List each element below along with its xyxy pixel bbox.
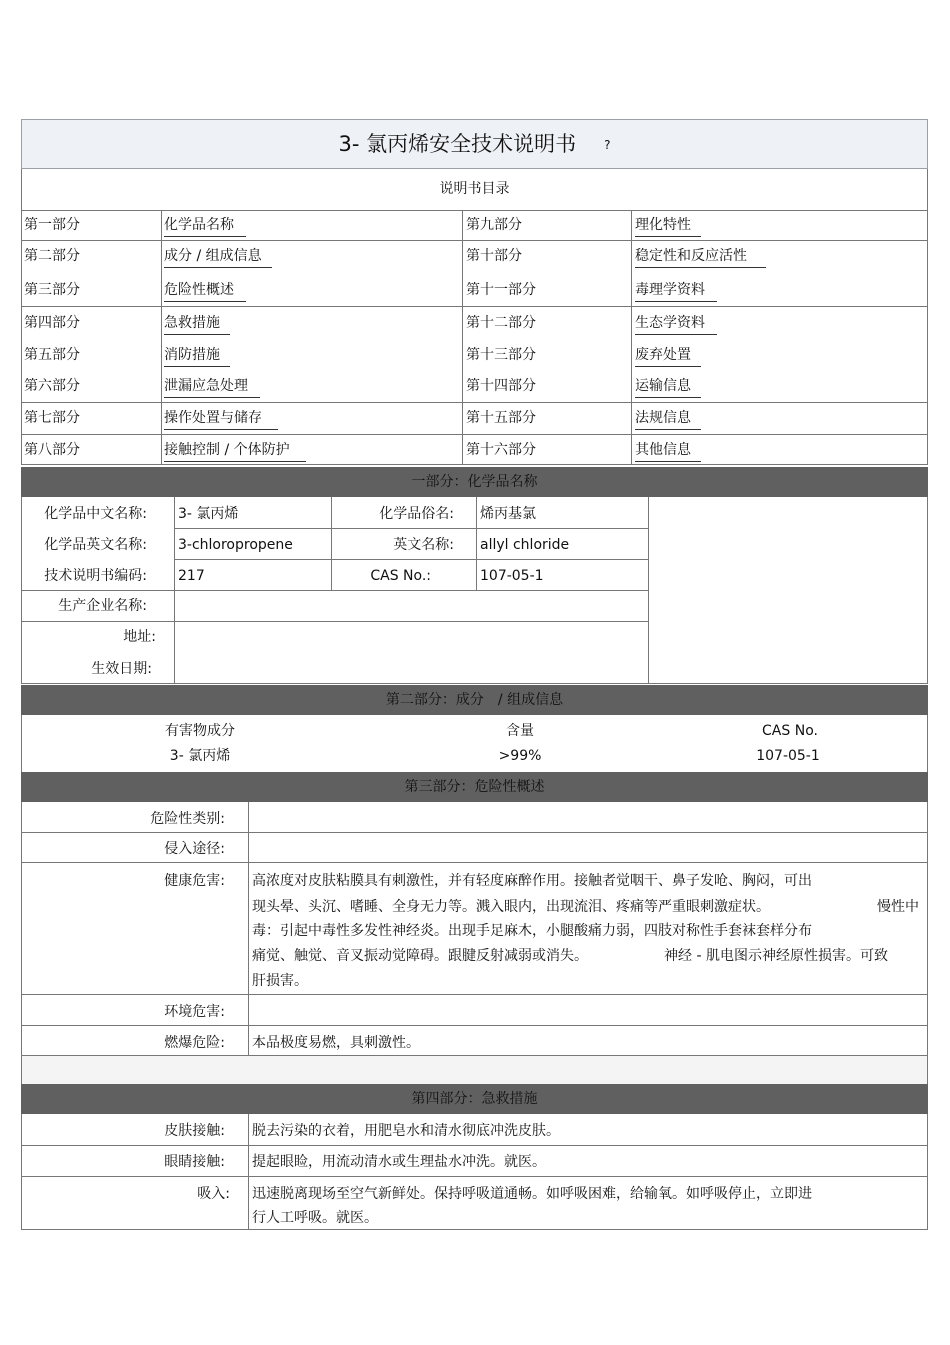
toc-link[interactable]: 毒理学资料: [635, 281, 717, 302]
toc-link[interactable]: 成分 / 组成信息: [164, 247, 272, 268]
health-hazard-line-tail: 慢性中: [877, 899, 919, 915]
cn-name-label: 化学品中文名称:: [44, 506, 147, 522]
address-label: 地址:: [123, 629, 156, 645]
toc-part-label: 第十二部分: [466, 315, 536, 331]
inhalation-line: 迅速脱离现场至空气新鲜处。保持呼吸道通畅。如呼吸困难，给输氧。如呼吸停止，立即进: [252, 1186, 812, 1202]
toc-link[interactable]: 操作处置与储存: [164, 409, 278, 430]
section-spacer: [21, 1056, 928, 1084]
eye-contact-label: 眼睛接触:: [164, 1154, 225, 1170]
toc-link[interactable]: 其他信息: [635, 441, 701, 462]
fire-hazard-value: 本品极度易燃，具刺激性。: [252, 1035, 420, 1051]
health-hazard-line-tail: 神经 - 肌电图示神经原性损害。可致: [664, 948, 888, 964]
toc-part-label: 第十六部分: [466, 442, 536, 458]
toc-heading: 说明书目录: [439, 181, 510, 197]
section-4-header: 第四部分：急救措施: [21, 1084, 928, 1114]
toc-link[interactable]: 生态学资料: [635, 314, 717, 335]
toc-link[interactable]: 急救措施: [164, 314, 230, 335]
health-hazard-line: 高浓度对皮肤粘膜具有刺激性，并有轻度麻醉作用。接触者觉咽干、鼻子发呛、胸闷，可出: [252, 873, 812, 889]
skin-contact-label: 皮肤接触:: [164, 1123, 225, 1139]
toc-part-label: 第二部分: [24, 248, 80, 264]
toc-part-label: 第十部分: [466, 248, 522, 264]
exposure-route-label: 侵入途径:: [164, 841, 225, 857]
fire-hazard-label: 燃爆危险:: [164, 1035, 225, 1051]
health-hazard-line: 肝损害。: [252, 973, 308, 989]
toc-part-label: 第五部分: [24, 347, 80, 363]
maker-label: 生产企业名称:: [58, 598, 147, 614]
en-name-label: 化学品英文名称:: [44, 537, 147, 553]
inhalation-line: 行人工呼吸。就医。: [252, 1210, 378, 1226]
cas-value: 107-05-1: [480, 568, 544, 584]
toc-link[interactable]: 理化特性: [635, 216, 701, 237]
toc-link[interactable]: 废弃处置: [635, 346, 701, 367]
common-name-label: 化学品俗名:: [379, 506, 454, 522]
toc-part-label: 第九部分: [466, 217, 522, 233]
toc-part-label: 第七部分: [24, 410, 80, 426]
cas-label: CAS No.:: [370, 568, 431, 584]
toc-link[interactable]: 消防措施: [164, 346, 230, 367]
environment-hazard-label: 环境危害:: [164, 1004, 225, 1020]
toc-link[interactable]: 法规信息: [635, 409, 701, 430]
common-name-value: 烯丙基氯: [480, 506, 536, 522]
inhalation-label: 吸入:: [197, 1186, 230, 1202]
component-header: 有害物成分: [165, 723, 235, 739]
toc-link[interactable]: 泄漏应急处理: [164, 377, 260, 398]
toc-link[interactable]: 危险性概述: [164, 281, 246, 302]
toc-part-label: 第八部分: [24, 442, 80, 458]
code-value: 217: [178, 568, 205, 584]
effective-date-label: 生效日期:: [91, 661, 152, 677]
cas-header: CAS No.: [762, 723, 818, 739]
document-title: 3- 氯丙烯安全技术说明书: [338, 132, 577, 156]
toc-part-label: 第十三部分: [466, 347, 536, 363]
document-title-bar: [21, 119, 928, 169]
section-3-header: 第三部分：危险性概述: [21, 772, 928, 802]
health-hazard-line: 痛觉、触觉、音叉振动觉障碍。跟腱反射减弱或消失。: [252, 948, 588, 964]
content-header: 含量: [506, 723, 534, 739]
section-2-header: 第二部分：成分 / 组成信息: [21, 685, 928, 715]
title-mark: ?: [604, 138, 611, 152]
toc-part-label: 第一部分: [24, 217, 80, 233]
toc-link[interactable]: 运输信息: [635, 377, 701, 398]
health-hazard-label: 健康危害:: [164, 873, 225, 889]
toc-part-label: 第十一部分: [466, 282, 536, 298]
toc-link[interactable]: 化学品名称: [164, 216, 246, 237]
toc-part-label: 第十四部分: [466, 378, 536, 394]
cn-name-value: 3- 氯丙烯: [178, 506, 239, 522]
toc-part-label: 第三部分: [24, 282, 80, 298]
toc-link[interactable]: 接触控制 / 个体防护: [164, 441, 306, 462]
hazard-category-label: 危险性类别:: [150, 811, 225, 827]
toc-part-label: 第十五部分: [466, 410, 536, 426]
code-label: 技术说明书编码:: [44, 568, 147, 584]
skin-contact-value: 脱去污染的衣着，用肥皂水和清水彻底冲洗皮肤。: [252, 1123, 560, 1139]
component-value: 3- 氯丙烯: [169, 748, 231, 764]
toc-part-label: 第四部分: [24, 315, 80, 331]
en-alias-label: 英文名称:: [393, 537, 454, 553]
en-alias-value: allyl chloride: [480, 537, 570, 553]
cas-number-value: 107-05-1: [756, 748, 820, 764]
toc-link[interactable]: 稳定性和反应活性: [635, 247, 766, 268]
health-hazard-line: 现头晕、头沉、嗜睡、全身无力等。溅入眼内，出现流泪、疼痛等严重眼刺激症状。: [252, 899, 770, 915]
content-value: >99%: [498, 748, 542, 764]
health-hazard-line: 毒：引起中毒性多发性神经炎。出现手足麻木，小腿酸痛力弱，四肢对称性手套袜套样分布: [252, 923, 812, 939]
eye-contact-value: 提起眼睑，用流动清水或生理盐水冲洗。就医。: [252, 1154, 546, 1170]
toc-part-label: 第六部分: [24, 378, 80, 394]
section-1-header: 一部分：化学品名称: [21, 467, 928, 497]
en-name-value: 3-chloropropene: [178, 537, 293, 553]
